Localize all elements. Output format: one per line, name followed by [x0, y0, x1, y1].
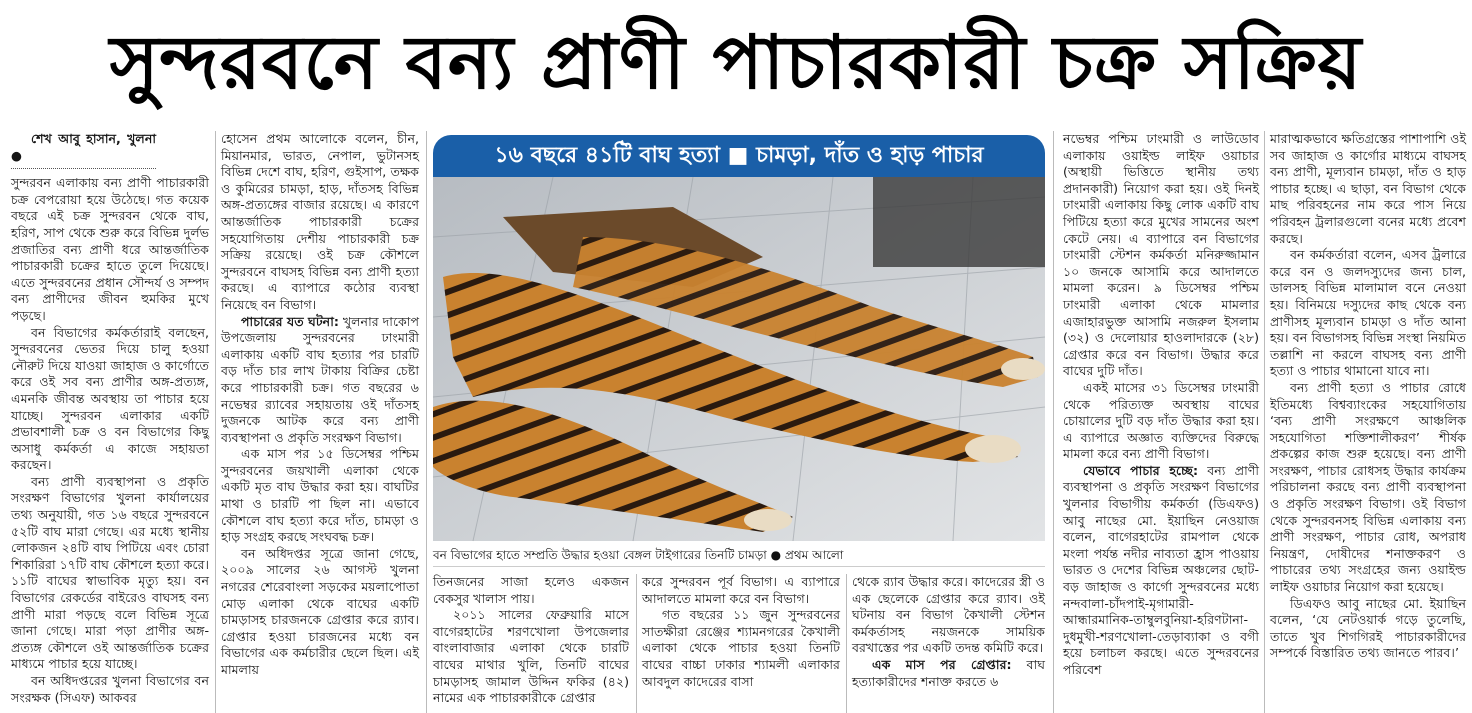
paragraph: বন অধিদপ্তর সূত্রে জানা গেছে, ২০০৯ সালের ২৬ আগস্ট খুলনা নগরের শেরেবাংলা সড়কের ময়লাপোতা মোড় এলাকা থেকে বাঘের একটি চামড়াসহ চারজনকে গ্রেপ্তার করে র‍্যাব। গ্রেপ্তার হওয়া চারজনের মধ্যে বন বিভাগের এক কর্মচারীর ছেলে ছিল। এই মামলায় [221, 545, 419, 677]
paragraph: হোসেন প্রথম আলোকে বলেন, চীন, মিয়ানমার, ভারত, নেপাল, ভুটানসহ বিভিন্ন দেশে বাঘ, হরিণ, গুইসাপ, তক্ষক ও কুমিরের চামড়া, হাড়, দাঁতসহ বিভিন্ন অঙ্গ-প্রত্যঙ্গের বাজার রয়েছে। এ কারণে আন্তর্জাতিক পাচারকারী চক্রের সহযোগিতায় দেশীয় পাচারকারী চক্র সক্রিয় রয়েছে। ওই চক্র কৌশলে সুন্দরবনে বাঘসহ বিভিন্ন বন্য প্রাণী হত্যা করছে। এ ব্যাপারে কঠোর ব্যবস্থা নিয়েছে বন বিভাগ। [221, 131, 419, 312]
paragraph: সুন্দরবন এলাকায় বন্য প্রাণী পাচারকারী চক্র বেপরোয়া হয়ে উঠেছে। গত কয়েক বছরে এই চক্র সুন্দরবন থেকে বাঘ, হরিণ, সাপ থেকে শুরু করে বিভিন্ন দুর্লভ প্রজাতির বন্য প্রাণী ধরে আন্তর্জাতিক পাচারকারী চক্রের হাতে তুলে দিয়েছে। এতে সুন্দরবনের প্রধান সৌন্দর্য ও সম্পদ বন্য প্রাণীদের জীবন হুমকির মুখে পড়ছে। [11, 175, 209, 323]
paragraph: বন বিভাগের কর্মকর্তারাই বলছেন, সুন্দরবনের ভেতর দিয়ে চালু হওয়া নৌরুট দিয়ে যাওয়া জাহাজ ও কার্গোতে করে ওই সব বন্য প্রাণীর অঙ্গ-প্রত্যঙ্গ, এমনকি জীবন্ত অবস্থায় তা পাচার হয়ে যাচ্ছে। সুন্দরবন এলাকার একটি প্রভাবশালী চক্র ও বন বিভাগের কিছু অসাধু কর্মকর্তা এ কাজে সহায়তা করছেন। [11, 324, 209, 473]
article-column-4 [642, 574, 840, 713]
article-column-2 [221, 131, 420, 677]
paragraph: বন কর্মকর্তারা বলেন, এসব ট্রলারে করে বন ও জলদস্যুদের জন্য চাল, ডালসহ বিভিন্ন মালামাল বনে নেওয়া হয়। বিনিময়ে দস্যুদের কাছ থেকে বন্য প্রাণীসহ মূল্যবান চামড়া ও দাঁত আনা হয়। বন বিভাগসহ বিভিন্ন সংস্থা নিয়মিত তল্লাশি না করলে বাঘসহ বন্য প্রাণী হত্যা ও পাচার থামানো যাবে না। [1270, 247, 1466, 379]
column-divider [636, 574, 637, 713]
article-column-1 [11, 131, 209, 713]
paragraph: থেকে র‍্যাব উদ্ধার করে। কাদেরের স্ত্রী ও এক ছেলেকে গ্রেপ্তার করে র‍্যাব। ওই ঘটনায় বন বিভাগ কৈখালী স্টেশন কর্মকর্তাসহ নয়জনকে সাময়িক বরখাস্তের পর একটি তদন্ত কমিটি করে। [852, 574, 1045, 656]
headline: সুন্দরবনে বন্য প্রাণী পাচারকারী চক্র সক্রিয় [109, 20, 1363, 106]
paragraph [1063, 463, 1259, 679]
column-divider [426, 131, 427, 713]
paragraph: বন্য প্রাণী হত্যা ও পাচার রোধে ইতিমধ্যে বিশ্বব্যাংকের সহযোগিতায় ‘বন্য প্রাণী সংরক্ষণে আঞ্চলিক সহযোগিতা শক্তিশালীকরণ’ শীর্ষক প্রকল্পের কাজ শুরু হয়েছে। বন্য প্রাণী সংরক্ষণ, পাচার রোধসহ উদ্ধার কার্যক্রম পরিচালনা করছে বন্য প্রাণী ব্যবস্থাপনা ও প্রকৃতি সংরক্ষণ বিভাগ। ওই বিভাগ থেকে সুন্দরবনসহ বিভিন্ন এলাকায় বন্য প্রাণী সংরক্ষণ, পাচার রোধ, অপরাধ নিয়ন্ত্রণ, দোষীদের শনাক্তকরণ ও পাচারের তথ্য সংগ্রহের জন্য ওয়াইল্ড লাইফ ওয়াচার নিয়োগ করা হয়েছে। [1270, 379, 1466, 595]
photo-caption: বন বিভাগের হাতে সম্প্রতি উদ্ধার হওয়া বেঙ্গল টাইগারের তিনটি চামড়া ● প্রথম আলো [433, 548, 844, 562]
paragraph: তিনজনের সাজা হলেও একজন বেকসুর খালাস পায়। [433, 574, 629, 606]
paragraph [852, 657, 1045, 690]
subheading: পাচারের যত ঘটনা: [241, 313, 339, 329]
article-column-5 [852, 574, 1045, 713]
column-divider [846, 574, 847, 713]
paragraph: একই মাসের ৩১ ডিসেম্বর ঢাংমারী থেকে পরিত্যক্ত অবস্থায় বাঘের চোয়ালের দুটি বড় দাঁত উদ্ধার করা হয়। এ ব্যাপারে অজ্ঞাত ব্যক্তিদের বিরুদ্ধে মামলা করে বন্য প্রাণী বিভাগ। [1063, 379, 1259, 462]
column-divider [215, 131, 216, 713]
column-divider [1264, 131, 1265, 713]
paragraph: বন্য প্রাণী ব্যবস্থাপনা ও প্রকৃতি সংরক্ষণ বিভাগের খুলনা কার্যালয়ের তথ্য অনুযায়ী, গত ১৬ বছরে সুন্দরবনে ৫২টি বাঘ মারা গেছে। এর মধ্যে স্থানীয় লোকজন ২৪টি বাঘ পিটিয়ে এবং চোরা শিকারিরা ১৭টি বাঘ কৌশলে হত্যা করে। ১১টি বাঘের স্বাভাবিক মৃত্যু হয়। বন বিভাগের রেকর্ডের বাইরেও বাঘসহ বন্য প্রাণী মারা পড়ছে বলে বিভিন্ন সূত্রে জানা গেছে। মারা পড়া প্রাণীর অঙ্গ-প্রত্যঙ্গ কৌশলে ওই আন্তর্জাতিক চক্রের মাধ্যমে পাচার হয়ে যাচ্ছে। [11, 473, 209, 672]
paragraph-text: দাকোপ উপজেলায় সুন্দরবনের ঢাংমারী এলাকায় একটি বাঘ হত্যার পর চারটি বড় দাঁত চার লাখ টাকায় বিক্রির চেষ্টা করে পাচারকারী চক্র। গত বছরের ৬ নভেম্বর র‍্যাবের সহায়তায় ওই দাঁতসহ দুজনকে আটক করে বন্য প্রাণী ব্যবস্থাপনা ও প্রকৃতি সংরক্ষণ বিভাগ। [221, 313, 420, 445]
byline: শেখ আবু হাসান, খুলনা ● [11, 131, 156, 169]
paragraph: গত বছরের ১১ জুন সুন্দরবনের সাতক্ষীরা রেঞ্জের শ্যামনগরের কৈখালী এলাকা থেকে পাচার হওয়া তিনটি বাঘের বাচ্চা ঢাকার শ্যামলী এলাকার আবদুল কাদেরের বাসা [642, 607, 840, 689]
paragraph: বন অধিদপ্তরের খুলনা বিভাগের বন সংরক্ষক (সিএফ) আকবর [11, 673, 209, 705]
subheading: যেভাবে পাচার হচ্ছে: [1083, 462, 1198, 478]
subheading-continuation: খুলনার [338, 313, 379, 329]
article-column-7 [1270, 131, 1466, 713]
paragraph: করে সুন্দরবন পূর্ব বিভাগ। এ ব্যাপারে আদালতে মামলা করে বন বিভাগ। [642, 574, 840, 606]
paragraph: মারাত্মকভাবে ক্ষতিগ্রস্তের পাশাপাশি ওই সব জাহাজ ও কার্গোর মাধ্যমে বাঘসহ বন্য প্রাণী, মূল্যবান চামড়া, দাঁত ও হাড় পাচার হচ্ছে। এ ছাড়া, বন বিভাগ থেকে মাছ পরিবহনের নাম করে পাস নিয়ে পরিবহন ট্রলারগুলো বনের মধ্যে প্রবেশ করছে। [1270, 131, 1466, 246]
paragraph: ডিএফও আবু নাছের মো. ইয়াছিন বলেন, ‘যে নেটওয়ার্ক গড়ে তুলেছি, তাতে খুব শিগগিরই পাচারকারীদের সম্পর্কে বিস্তারিত তথ্য জানতে পারব।’ [1270, 595, 1466, 661]
article-column-6 [1063, 131, 1259, 713]
photo-divider [433, 566, 1045, 567]
paragraph: নভেম্বর পশ্চিম ঢাংমারী ও লাউডোব এলাকায় ওয়াইল্ড লাইফ ওয়াচার (অস্থায়ী ভিত্তিতে স্থানীয় তথ্য প্রদানকারী) নিয়োগ করা হয়। ওই দিনই ঢাংমারী এলাকায় কিছু লোক একটি বাঘ পিটিয়ে হত্যা করে মুখের সামনের অংশ কেটে নেয়। এ ব্যাপারে বন বিভাগের ঢাংমারী স্টেশন কর্মকর্তা মনিরুজ্জামান ১০ জনকে আসামি করে আদালতে মামলা করেন। ৯ ডিসেম্বর পশ্চিম ঢাংমারী এলাকা থেকে মামলার এজাহারভুক্ত আসামি নজরুল ইসলাম (৩২) ও দেলোয়ার হাওলাদারকে (২৮) গ্রেপ্তার করে বন বিভাগ। উদ্ধার করে বাঘের দুটি দাঁত। [1063, 131, 1259, 379]
photo-banner: ১৬ বছরে ৪১টি বাঘ হত্যা ■ চামড়া, দাঁত ও হাড় পাচার [433, 135, 1045, 177]
article-column-3 [433, 574, 629, 713]
paragraph-text: ব্যবস্থাপনা ও প্রকৃতি সংরক্ষণ বিভাগের খুলনার বিভাগীয় কর্মকর্তা (ডিএফও) আবু নাছের মো. ইয়াছিন নেওয়াজ বলেন, বাগেরহাটের রামপাল থেকে মংলা পর্যন্ত নদীর নাব্যতা হ্রাস পাওয়ায় ভারত ও দেশের বিভিন্ন অঞ্চলের ছোট-বড় জাহাজ ও কার্গো সুন্দরবনের মধ্যে নন্দবালা-চাঁদপাই-মৃগামারী-আন্ধারমানিক-তাম্বুলবুনিয়া-হরিণটানা-দুধমুখী-শরণখোলা-তেড়াব্যাকা ও বগী হয়ে চলাচল করছে। এতে সুন্দরবনের পরিবেশ [1063, 479, 1259, 677]
tiger-skins-illustration [433, 177, 1045, 541]
paragraph: ২০১১ সালের ফেব্রুয়ারি মাসে বাগেরহাটের শরণখোলা উপজেলার বাংলাবাজার এলাকা থেকে চারটি বাঘের মাথার খুলি, তিনটি বাঘের চামড়াসহ জামাল উদ্দিন ফকির (৪২) নামের এক পাচারকারীকে গ্রেপ্তার [433, 607, 629, 706]
subheading-continuation: বাঘ হত্যাকারীদের শনাক্ত করতে ৬ [852, 656, 1045, 689]
column-divider [1053, 131, 1054, 713]
subheading-continuation: বন্য প্রাণী [1198, 462, 1259, 478]
paragraph: এক মাস পর ১৫ ডিসেম্বর পশ্চিম সুন্দরবনের জয়খালী এলাকা থেকে একটি মৃত বাঘ উদ্ধার করা হয়। বাঘটির মাথা ও চারটি পা ছিল না। এভাবে কৌশলে বাঘ হত্যা করে দাঁত, চামড়া ও হাড় সংগ্রহ করছে সংঘবদ্ধ চক্র। [221, 446, 419, 545]
subheading: এক মাস পর গ্রেপ্তার: [872, 656, 1012, 672]
paragraph [221, 314, 419, 447]
tiger-skins-photo [433, 177, 1045, 541]
